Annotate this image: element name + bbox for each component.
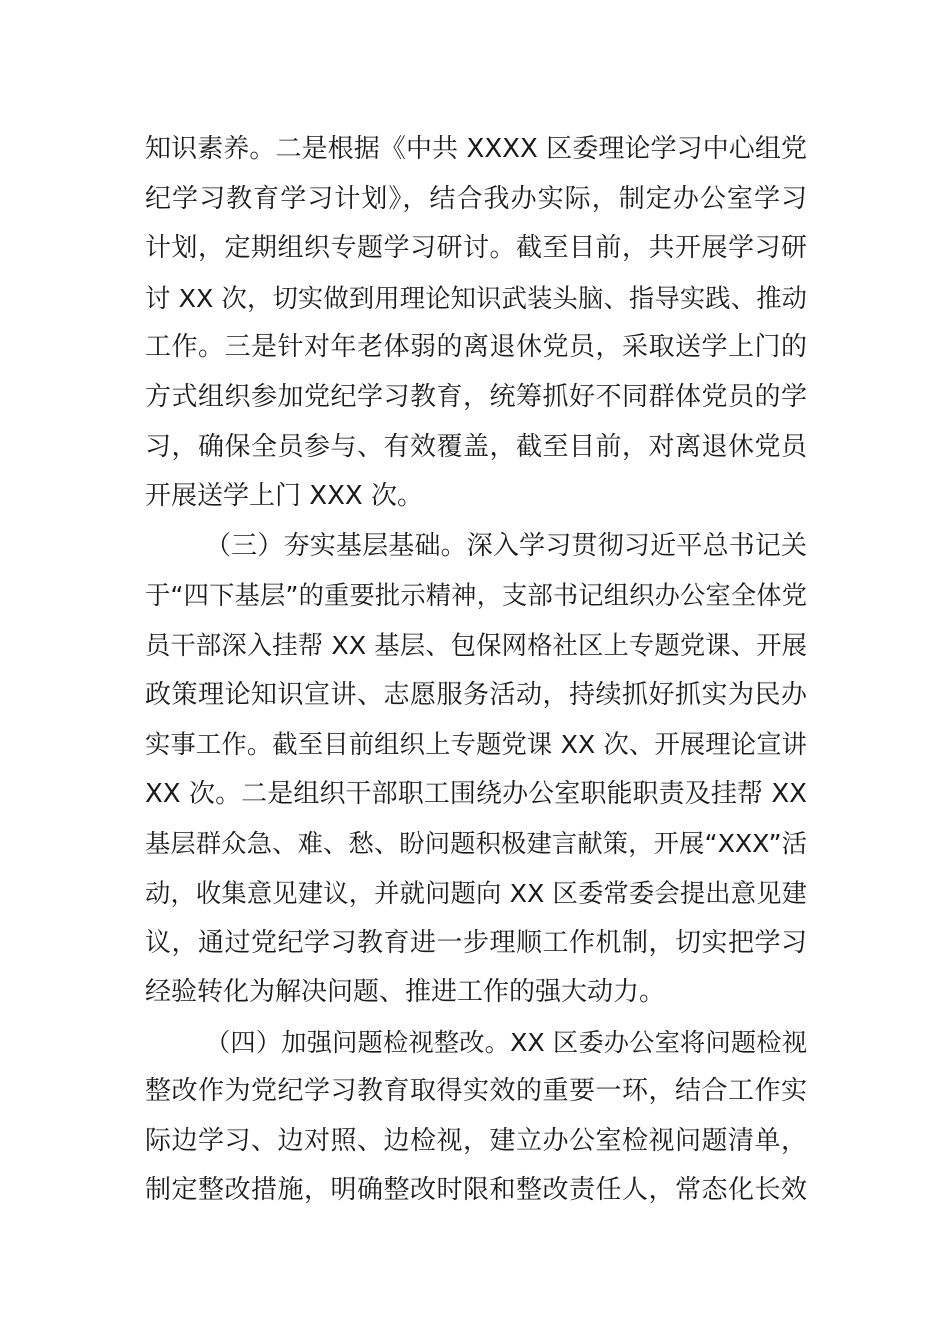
text-line: 整改作为党纪学习教育取得实效的重要一环，结合工作实 [145,1076,807,1107]
text-line: 讨 XX 次，切实做到用理论知识武装头脑、指导实践、推动 [145,282,807,313]
text-line: 方式组织参加党纪学习教育，统筹抓好不同群体党员的学 [145,381,807,412]
text-line: 动，收集意见建议，并就问题向 XX 区委常委会提出意见建 [145,877,807,908]
text-line: 知识素养。二是根据《中共 XXXX 区委理论学习中心组党 [145,134,807,164]
text-line: 开展送学上门 XXX 次。 [145,481,423,512]
text-line: 基层群众急、难、愁、盼问题积极建言献策，开展“XXX”活 [145,829,807,859]
text-line: 于“四下基层”的重要批示精神，支部书记组织办公室全体党 [145,581,807,611]
text-line: XX 次。二是组织干部职工围绕办公室职能职责及挂帮 XX [145,778,807,809]
section-heading-line: （四）加强问题检视整改。XX 区委办公室将问题检视 [205,1027,807,1057]
document-body [145,125,807,1216]
text-line: 经验转化为解决问题、推进工作的强大动力。 [145,977,666,1008]
text-line: 纪学习教育学习计划》，结合我办实际，制定办公室学习 [145,183,807,214]
text-line: 制定整改措施，明确整改时限和整改责任人，常态化长效 [145,1175,807,1206]
text-line: 议，通过党纪学习教育进一步理顺工作机制，切实把学习 [145,927,807,958]
text-line: 员干部深入挂帮 XX 基层、包保网格社区上专题党课、开展 [145,629,807,660]
section-heading-line: （三）夯实基层基础。深入学习贯彻习近平总书记关 [205,530,807,561]
text-line: 际边学习、边对照、边检视，建立办公室检视问题清单， [145,1125,807,1156]
text-line: 习，确保全员参与、有效覆盖，截至目前，对离退休党员 [145,431,807,462]
text-line: 实事工作。截至目前组织上专题党课 XX 次、开展理论宣讲 [145,729,807,760]
text-line: 计划，定期组织专题学习研讨。截至目前，共开展学习研 [145,233,807,264]
text-line: 工作。三是针对年老体弱的离退休党员，采取送学上门的 [145,332,807,363]
text-line: 政策理论知识宣讲、志愿服务活动，持续抓好抓实为民办 [145,679,807,710]
